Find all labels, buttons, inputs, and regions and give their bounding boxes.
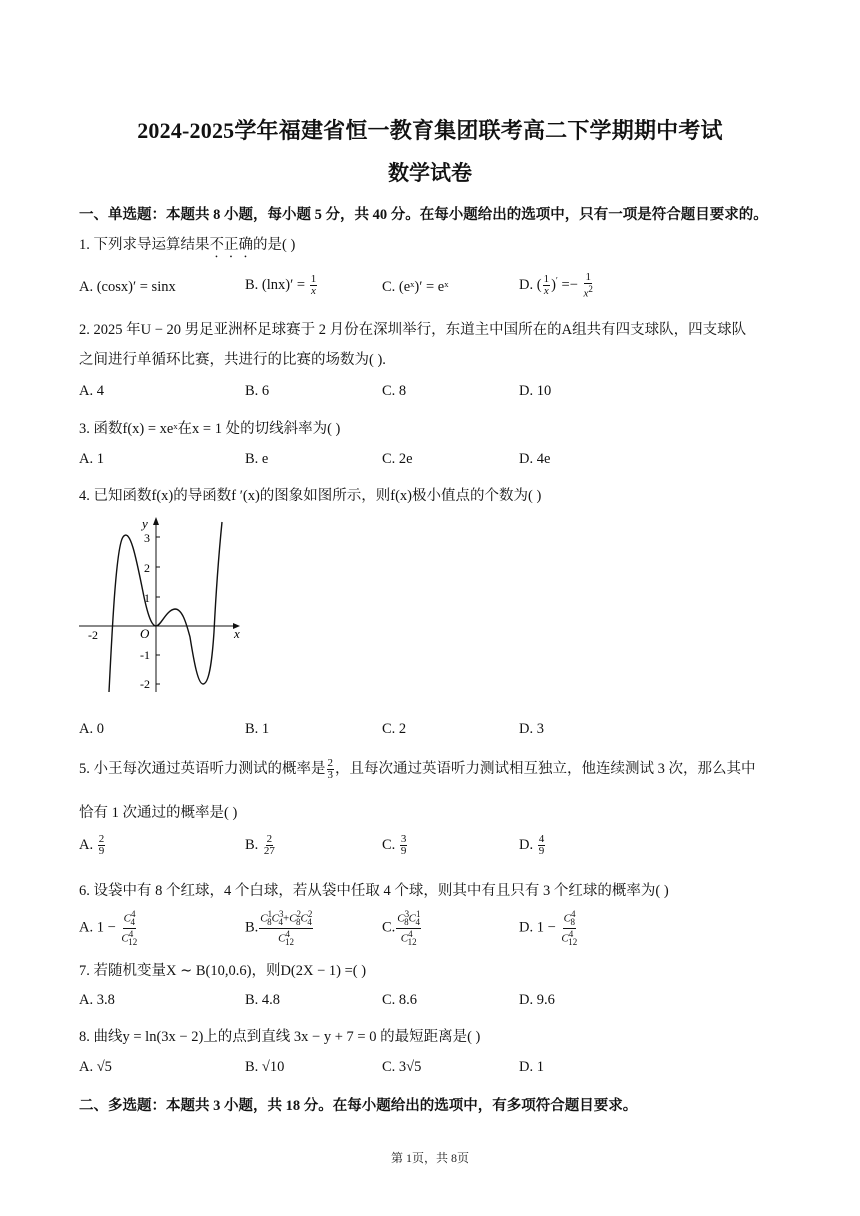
q5-suffix: ，且每次通过英语听力测试相互独立，他连续测试 3 次，那么其中 xyxy=(335,761,756,777)
q4-option-d: D. 3 xyxy=(519,721,544,737)
question-5-line-1 xyxy=(79,757,756,781)
q4-option-a: A. 0 xyxy=(79,721,104,737)
question-2-line-1: 2. 2025 年U − 20 男足亚洲杯足球赛于 2 月份在深圳举行，东道主中国所在的A组共有四支球队，四支球队 xyxy=(79,322,747,338)
question-2-line-2: 之间进行单循环比赛，共进行的比赛的场数为( ). xyxy=(79,352,386,368)
page-footer: 第 1页，共 8页 xyxy=(390,1151,469,1165)
y-axis-arrow xyxy=(153,517,159,525)
q7-option-a: A. 3.8 xyxy=(79,992,115,1008)
q1-option-c: C. (eˣ)′ = eˣ xyxy=(382,279,449,295)
question-3-stem: 3. 函数f(x) = xeˣ在x = 1 处的切线斜率为( ) xyxy=(79,421,341,437)
q7-option-d: D. 9.6 xyxy=(519,992,555,1008)
q6-option-c: C. $\frac{C^3_8C^1_4}{C^4_{12}}$ xyxy=(382,909,421,947)
q1-option-b-label: B. (lnx)′ = xyxy=(245,276,309,293)
q2-option-a: A. 4 xyxy=(79,383,104,399)
section-single-choice: 一、单选题：本题共 8 小题，每小题 5 分，共 40 分。在每小题给出的选项中，只有一项是符合题目要求的。 xyxy=(79,207,768,223)
q6-option-a: A. 1 − $\frac{C^4_4}{C^4_{12}}$ xyxy=(79,909,138,947)
q1-option-b-fraction: $\frac{1}{x}$ xyxy=(310,273,317,297)
q5-option-a: A. $\frac{2}{9}$ xyxy=(79,833,105,857)
y-tick-neg2: -2 xyxy=(140,677,150,691)
q1-option-b xyxy=(245,274,318,297)
exam-title: 2024-2025学年福建省恒一教育集团联考高二下学期期中考试 xyxy=(137,118,723,143)
q1-stem-suffix: 的是( ) xyxy=(253,237,296,253)
q1-option-d-label: D. xyxy=(519,277,537,294)
section-multiple-choice: 二、多选题：本题共 3 小题，共 18 分。在每小题给出的选项中，有多项符合题目要求。 xyxy=(79,1098,638,1114)
y-tick-2: 2 xyxy=(144,561,150,575)
q2-option-b: B. 6 xyxy=(245,383,270,399)
question-8-stem: 8. 曲线y = ln(3x − 2)上的点到直线 3x − y + 7 = 0 的最短距离是( ) xyxy=(79,1029,481,1045)
q6-option-d: D. 1 − $\frac{C^4_8}{C^4_{12}}$ xyxy=(519,909,578,947)
q1-option-a: A. (cosx)′ = sinx xyxy=(79,279,176,295)
y-tick-neg1: -1 xyxy=(140,648,150,662)
q3-option-d: D. 4e xyxy=(519,451,551,467)
derivative-graph xyxy=(76,512,251,697)
q5-option-d: D. $\frac{4}{9}$ xyxy=(519,833,545,857)
q3-option-b: B. e xyxy=(245,451,269,467)
q8-option-c: C. 3√5 xyxy=(382,1059,422,1075)
q7-option-b: B. 4.8 xyxy=(245,992,281,1008)
x-axis-label: x xyxy=(234,626,240,641)
q3-option-a: A. 1 xyxy=(79,451,104,467)
q5-prefix: 5. 小王每次通过英语听力测试的概率是 xyxy=(79,761,326,777)
question-4-stem: 4. 已知函数f(x)的导函数f ′(x)的图象如图所示，则f(x)极小值点的个数为( ) xyxy=(79,488,542,504)
question-1-stem xyxy=(79,233,295,261)
q2-option-c: C. 8 xyxy=(382,383,407,399)
origin-label: O xyxy=(140,626,150,641)
q8-option-d: D. 1 xyxy=(519,1059,544,1075)
q3-option-c: C. 2e xyxy=(382,451,413,467)
derivative-curve xyxy=(109,522,222,692)
q1-stem-prefix: 1. 下列求导运算结果 xyxy=(79,237,210,253)
q2-option-d: D. 10 xyxy=(519,383,552,399)
question-7-stem: 7. 若随机变量X ∼ B(10,0.6)，则D(2X − 1) =( ) xyxy=(79,963,367,979)
y-axis-label: y xyxy=(142,516,148,531)
q7-option-c: C. 8.6 xyxy=(382,992,418,1008)
exam-subtitle: 数学试卷 xyxy=(388,161,472,185)
x-tick-neg2: -2 xyxy=(88,628,98,642)
q4-option-b: B. 1 xyxy=(245,721,270,737)
q5-probability-fraction: $\frac{2}{3}$ xyxy=(327,757,333,782)
question-6-stem: 6. 设袋中有 8 个红球，4 个白球，若从袋中任取 4 个球，则其中有且只有 3 个红球的概率为( ) xyxy=(79,883,669,899)
q4-option-c: C. 2 xyxy=(382,721,407,737)
q8-option-a: A. √5 xyxy=(79,1059,112,1075)
question-5-line-2: 恰有 1 次通过的概率是( ) xyxy=(79,805,238,821)
q5-option-b: B. $\frac{2}{27}$ xyxy=(245,833,275,857)
q6-option-b: B. $\frac{C^1_8C^3_4+C^2_8C^2_4}{C^4_{12}}$ xyxy=(245,909,313,947)
y-tick-1: 1 xyxy=(144,591,150,605)
q5-option-c: C. $\frac{3}{9}$ xyxy=(382,833,407,857)
y-tick-3: 3 xyxy=(144,531,150,545)
q1-stem-emphasis: 不正确 xyxy=(209,237,253,253)
q8-option-b: B. √10 xyxy=(245,1059,285,1075)
q1-option-d: D. ( $\frac{1}{x}$ )′ =− $\frac{1}{x^2}$ xyxy=(519,271,593,300)
